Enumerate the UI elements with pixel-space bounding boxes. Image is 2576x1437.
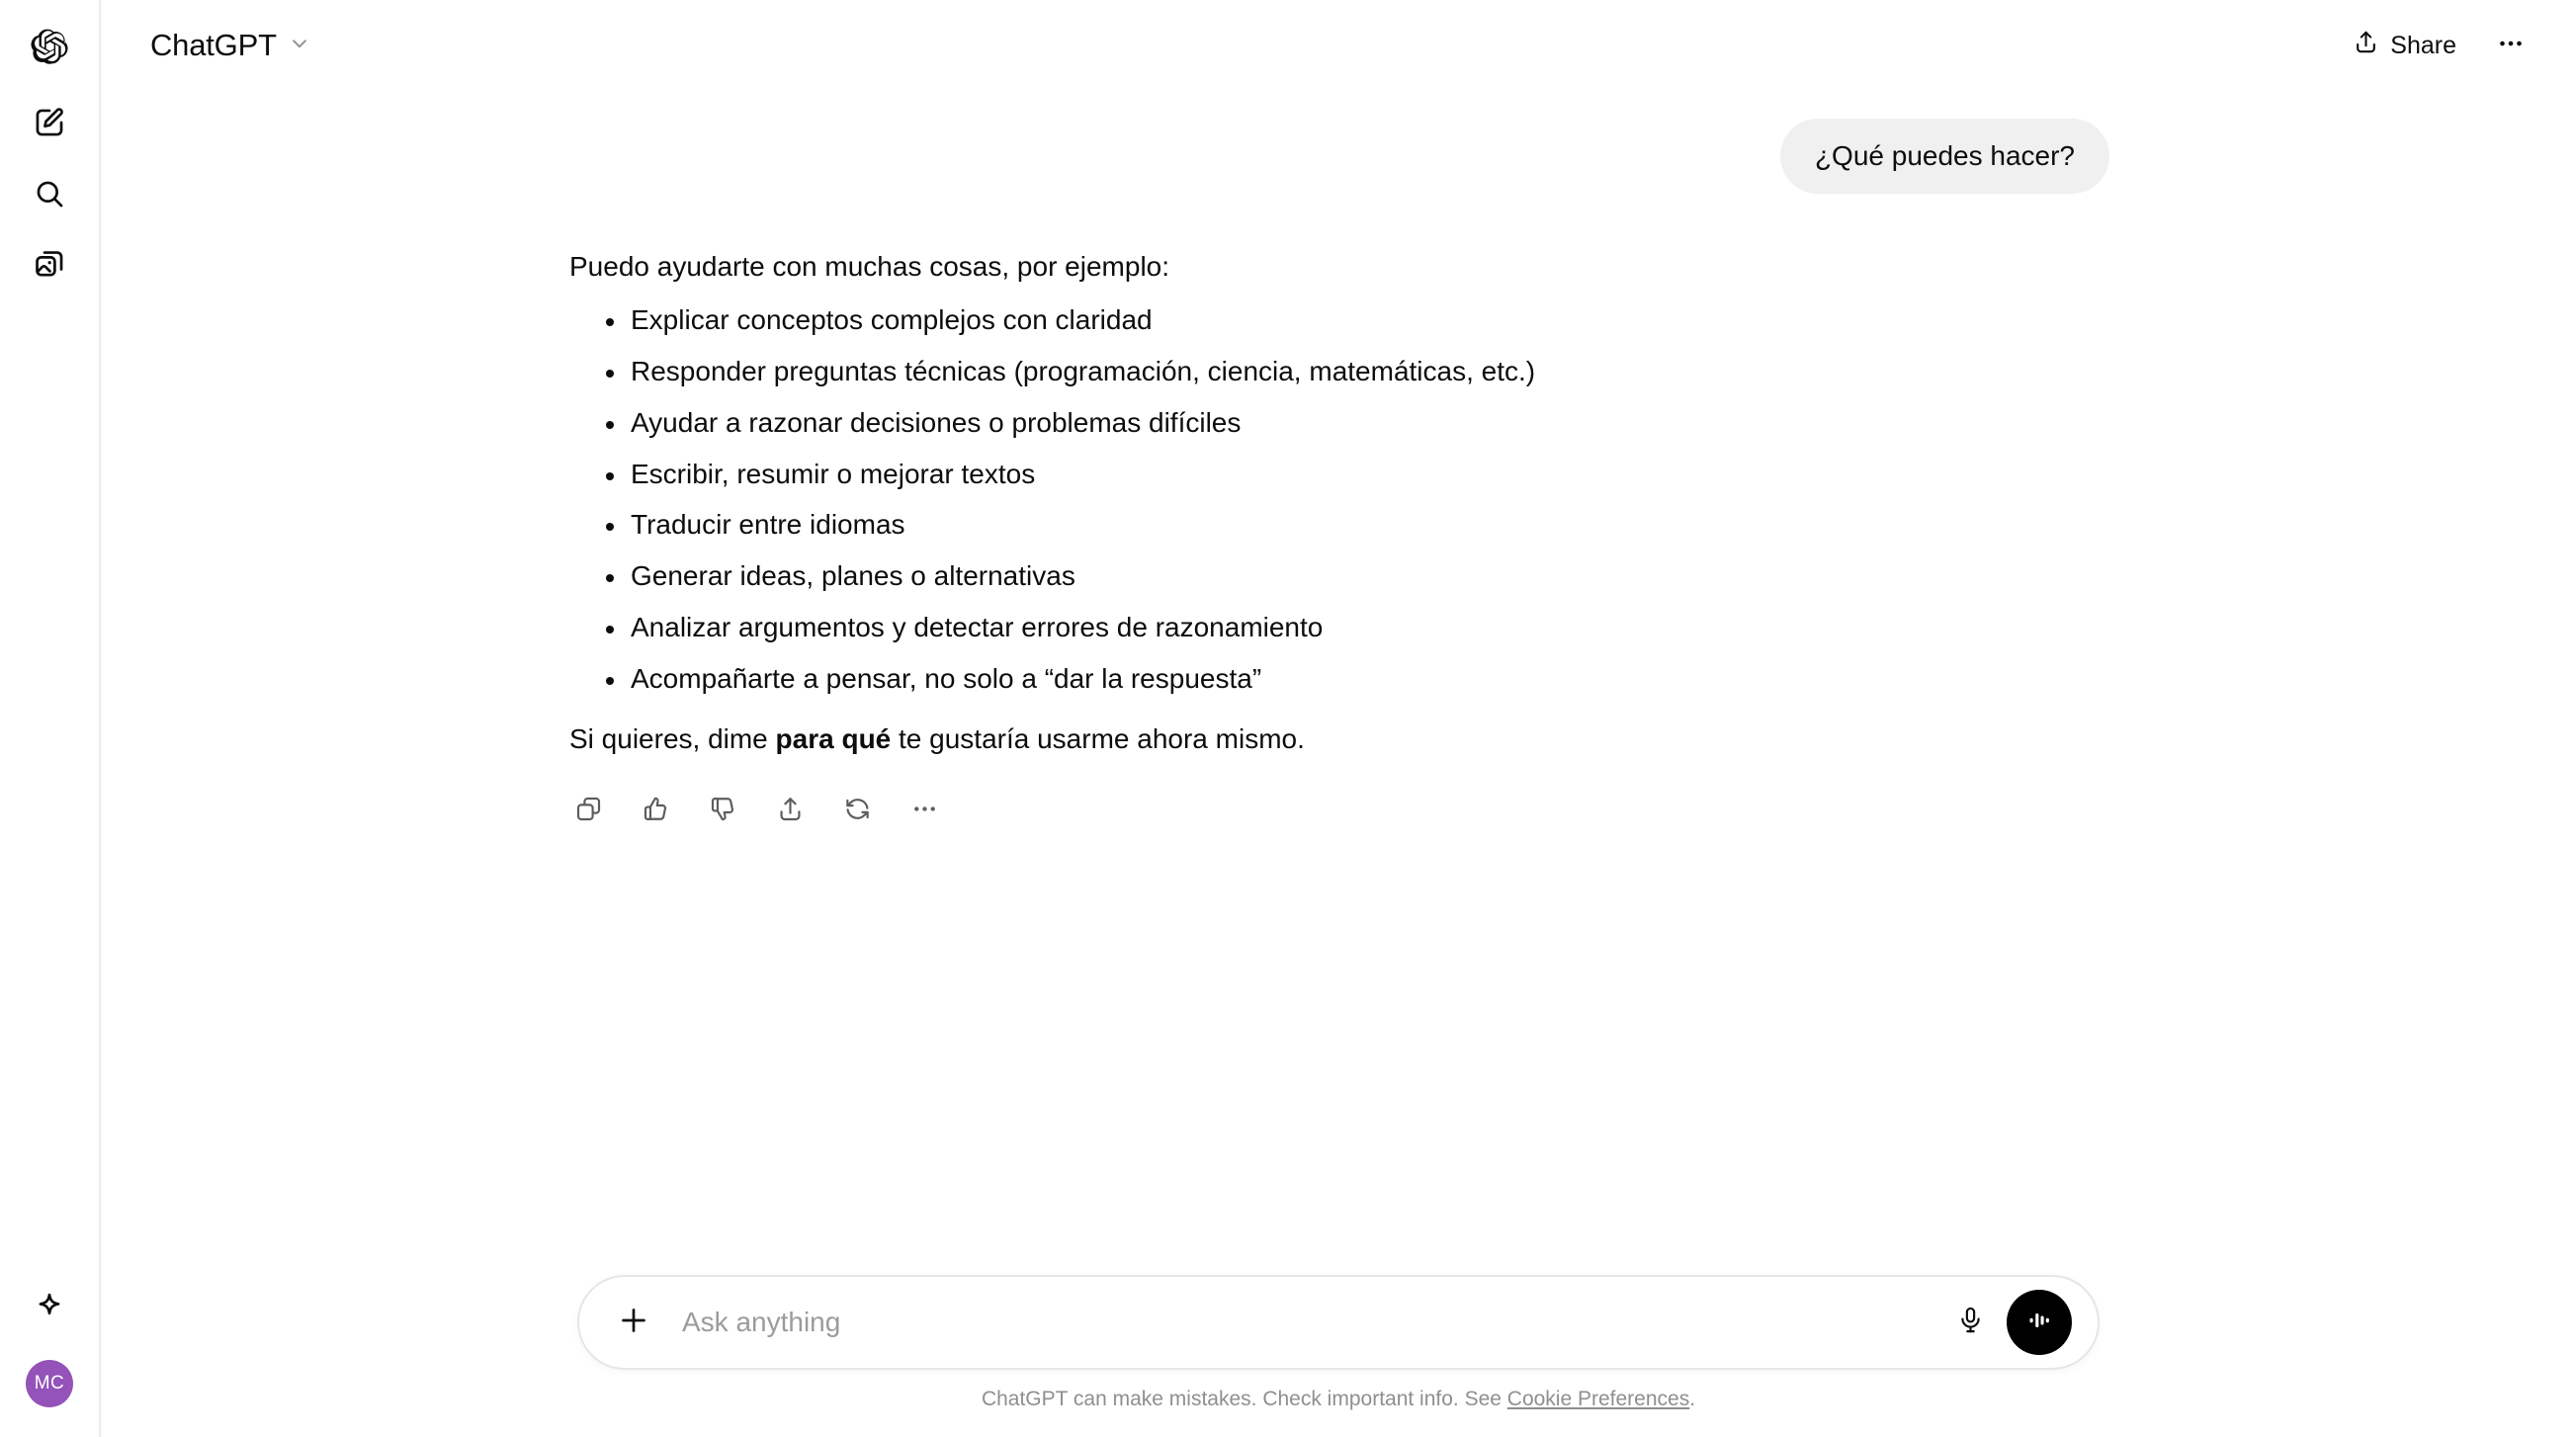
thumbs-up-button[interactable] xyxy=(629,788,682,841)
list-item: Generar ideas, planes o alternativas xyxy=(569,557,2109,595)
list-item: Responder preguntas técnicas (programación, ciencia, matemáticas, etc.) xyxy=(569,353,2109,390)
share-button[interactable] xyxy=(2334,18,2475,73)
voice-mode-button[interactable] xyxy=(2007,1290,2072,1355)
copy-icon xyxy=(574,793,603,835)
ellipsis-icon xyxy=(910,793,939,835)
composer-area xyxy=(101,1275,2576,1437)
share-upload-icon xyxy=(2353,29,2379,62)
header-actions xyxy=(2334,18,2538,73)
outro-text-after: te gustaría usarme ahora mismo. xyxy=(891,722,1305,754)
library-icon xyxy=(33,248,66,287)
user-message-row xyxy=(567,119,2109,194)
new-chat-icon xyxy=(33,106,66,144)
microphone-button[interactable] xyxy=(1943,1296,1997,1349)
regenerate-button[interactable] xyxy=(830,788,884,841)
cookie-preferences-link[interactable]: Cookie Preferences xyxy=(1506,1388,1690,1410)
thumbs-up-icon xyxy=(642,793,670,835)
assistant-intro-paragraph: Puedo ayudarte con muchas cosas, por ejemplo: xyxy=(569,250,1170,282)
list-item: Explicar conceptos complejos con claridad xyxy=(569,301,2109,339)
copy-button[interactable] xyxy=(561,788,615,841)
openai-logo-icon xyxy=(31,28,68,70)
model-selector[interactable] xyxy=(138,20,324,71)
message-thread xyxy=(567,91,2109,841)
header-more-button[interactable] xyxy=(2483,18,2538,73)
sidebar-item-library[interactable] xyxy=(18,235,81,298)
avatar[interactable] xyxy=(26,1360,73,1407)
add-attachment-button[interactable] xyxy=(607,1296,660,1349)
plus-icon xyxy=(617,1304,650,1342)
message-composer[interactable] xyxy=(577,1275,2100,1370)
message-more-button[interactable] xyxy=(898,788,951,841)
list-item: Analizar argumentos y detectar errores de razonamiento xyxy=(569,609,2109,646)
microphone-icon xyxy=(1956,1306,1985,1339)
search-icon xyxy=(33,177,66,215)
share-button-label: Share xyxy=(2390,31,2456,59)
sidebar-item-new-chat[interactable] xyxy=(18,93,81,156)
openai-logo-button[interactable] xyxy=(18,17,81,80)
voice-waveform-icon xyxy=(2024,1306,2054,1340)
sparkle-icon xyxy=(33,1288,66,1326)
sidebar-bottom-group xyxy=(18,1275,81,1437)
disclaimer-text-before: ChatGPT can make mistakes. Check important info. See xyxy=(981,1388,1507,1410)
refresh-icon xyxy=(843,793,872,835)
assistant-outro-paragraph xyxy=(569,718,2109,760)
sidebar xyxy=(0,0,101,1437)
conversation-scroll-area[interactable] xyxy=(101,91,2576,1275)
list-item: Traducir entre idiomas xyxy=(569,506,2109,544)
main-area xyxy=(101,0,2576,1437)
share-message-button[interactable] xyxy=(763,788,816,841)
avatar-initials: MC xyxy=(34,1373,65,1394)
thumbs-down-icon xyxy=(709,793,737,835)
user-message-bubble: ¿Qué puedes hacer? xyxy=(1780,119,2109,194)
sidebar-top-group xyxy=(18,0,81,298)
top-header xyxy=(101,0,2576,91)
list-item: Acompañarte a pensar, no solo a “dar la respuesta” xyxy=(569,660,2109,698)
disclaimer-text-after: . xyxy=(1689,1388,1696,1410)
chevron-down-icon xyxy=(289,33,310,59)
list-item: Escribir, resumir o mejorar textos xyxy=(569,456,2109,493)
page-title: ChatGPT xyxy=(150,28,277,62)
assistant-message xyxy=(567,245,2109,841)
ellipsis-icon xyxy=(2496,29,2526,63)
assistant-bullet-list xyxy=(569,301,2109,697)
thumbs-down-button[interactable] xyxy=(696,788,749,841)
share-upload-icon xyxy=(776,793,805,835)
sidebar-item-search[interactable] xyxy=(18,164,81,227)
outro-text-bold: para qué xyxy=(775,722,892,754)
message-actions-row xyxy=(561,788,2109,841)
sidebar-item-upgrade[interactable] xyxy=(18,1275,81,1338)
list-item: Ayudar a razonar decisiones o problemas difíciles xyxy=(569,404,2109,442)
disclaimer-footer xyxy=(101,1370,2576,1419)
message-input[interactable] xyxy=(660,1307,1943,1338)
outro-text-before: Si quieres, dime xyxy=(569,722,776,754)
